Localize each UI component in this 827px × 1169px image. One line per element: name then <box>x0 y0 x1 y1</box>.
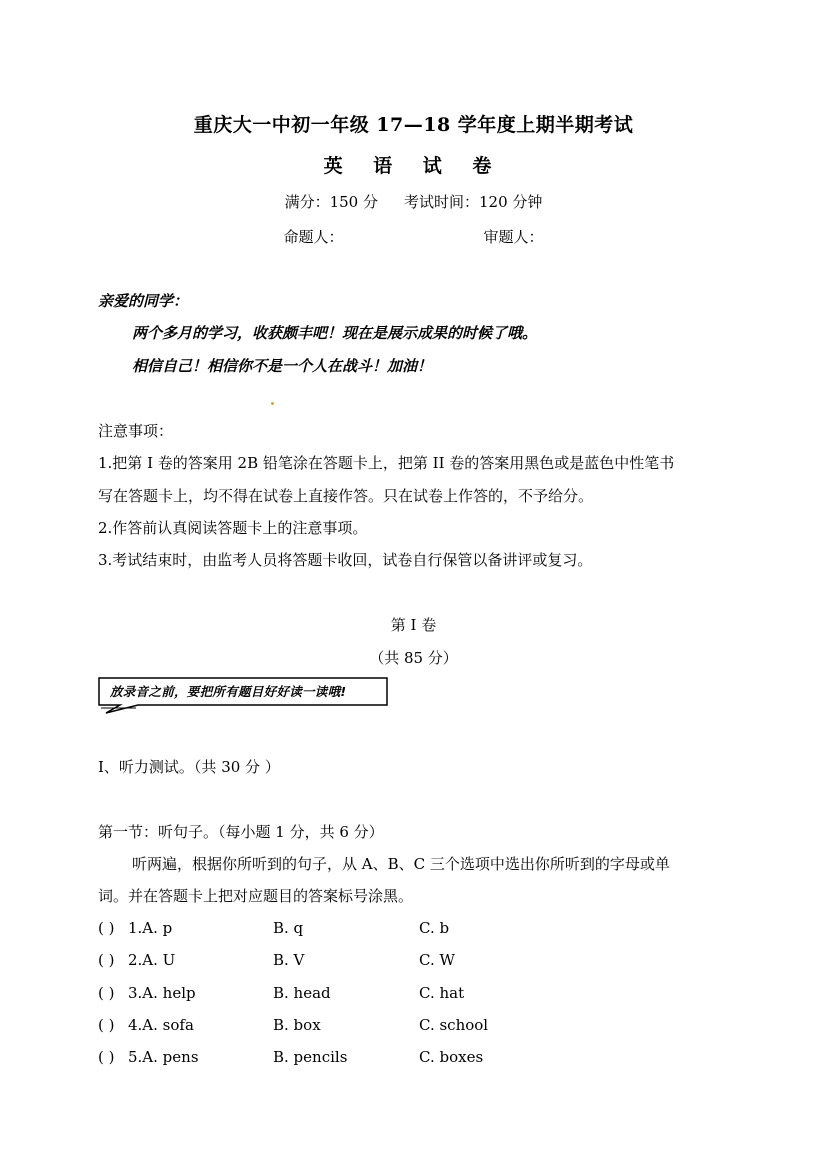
callout-text: 放录音之前，要把所有题目好好读一读哦! <box>110 684 347 699</box>
answer-blank[interactable]: ( ) <box>98 1016 115 1034</box>
question-row <box>98 1048 738 1070</box>
question-row <box>98 919 738 941</box>
option-c: C. W <box>419 951 455 969</box>
option-a: 1.A. p <box>128 919 173 937</box>
notes-item-2: 2.作答前认真阅读答题卡上的注意事项。 <box>98 519 368 537</box>
option-a: 3.A. help <box>128 984 196 1002</box>
exam-meta <box>0 191 827 212</box>
notes-item-1-line-2: 写在答题卡上，均不得在试卷上直接作答。只在试卷上作答的，不予给分。 <box>98 487 594 505</box>
exam-time: 考试时间：120 分钟 <box>404 193 543 211</box>
notes-item-1-line-1: 1.把第 I 卷的答案用 2B 铅笔涂在答题卡上，把第 II 卷的答案用黑色或是蓝色中性笔书 <box>98 454 675 472</box>
setter-label: 命题人： <box>283 228 344 246</box>
instruction-line-1: 听两遍，根据你所听到的句子，从 A、B、C 三个选项中选出你所听到的字母或单 <box>132 855 670 873</box>
question-row <box>98 984 738 1006</box>
question-row <box>98 951 738 973</box>
option-a: 2.A. U <box>128 951 176 969</box>
option-a: 5.A. pens <box>128 1048 199 1066</box>
part-label: 第 I 卷 <box>390 616 437 634</box>
listening-heading: I、听力测试。（共 30 分 ） <box>98 758 280 776</box>
greeting-line-2: 相信自己！相信你不是一个人在战斗！加油！ <box>132 357 433 375</box>
instruction-line-2: 词。并在答题卡上把对应题目的答案标号涂黑。 <box>98 887 414 905</box>
exam-subtitle: 英 语 试 卷 <box>323 155 504 177</box>
option-b: B. pencils <box>273 1048 348 1066</box>
answer-blank[interactable]: ( ) <box>98 1048 115 1066</box>
answer-blank[interactable]: ( ) <box>98 919 115 937</box>
greeting-line-1: 两个多月的学习，收获颇丰吧！现在是展示成果的时候了哦。 <box>132 324 538 342</box>
exam-title: 重庆大一中初一年级 17—18 学年度上期半期考试 <box>193 114 634 136</box>
option-b: B. head <box>273 984 331 1002</box>
section-1-heading: 第一节：听句子。（每小题 1 分，共 6 分） <box>98 823 384 841</box>
callout-box <box>98 677 388 707</box>
full-score: 满分：150 分 <box>284 193 378 211</box>
answer-blank[interactable]: ( ) <box>98 951 115 969</box>
part-points: （共 85 分） <box>369 649 458 667</box>
option-b: B. q <box>273 919 304 937</box>
option-a: 4.A. sofa <box>128 1016 194 1034</box>
reviewer-label: 审题人： <box>483 228 544 246</box>
notes-heading: 注意事项： <box>98 422 174 440</box>
option-c: C. b <box>419 919 450 937</box>
option-c: C. hat <box>419 984 465 1002</box>
question-row <box>98 1016 738 1038</box>
option-b: B. box <box>273 1016 321 1034</box>
answer-blank[interactable]: ( ) <box>98 984 115 1002</box>
option-c: C. boxes <box>419 1048 484 1066</box>
notes-item-3: 3.考试结束时，由监考人员将答题卡收回，试卷自行保管以备讲评或复习。 <box>98 551 593 569</box>
option-b: B. V <box>273 951 305 969</box>
exam-staff <box>0 226 827 247</box>
greeting-salutation: 亲爱的同学： <box>98 292 189 310</box>
option-c: C. school <box>419 1016 489 1034</box>
speck-mark <box>271 402 274 405</box>
